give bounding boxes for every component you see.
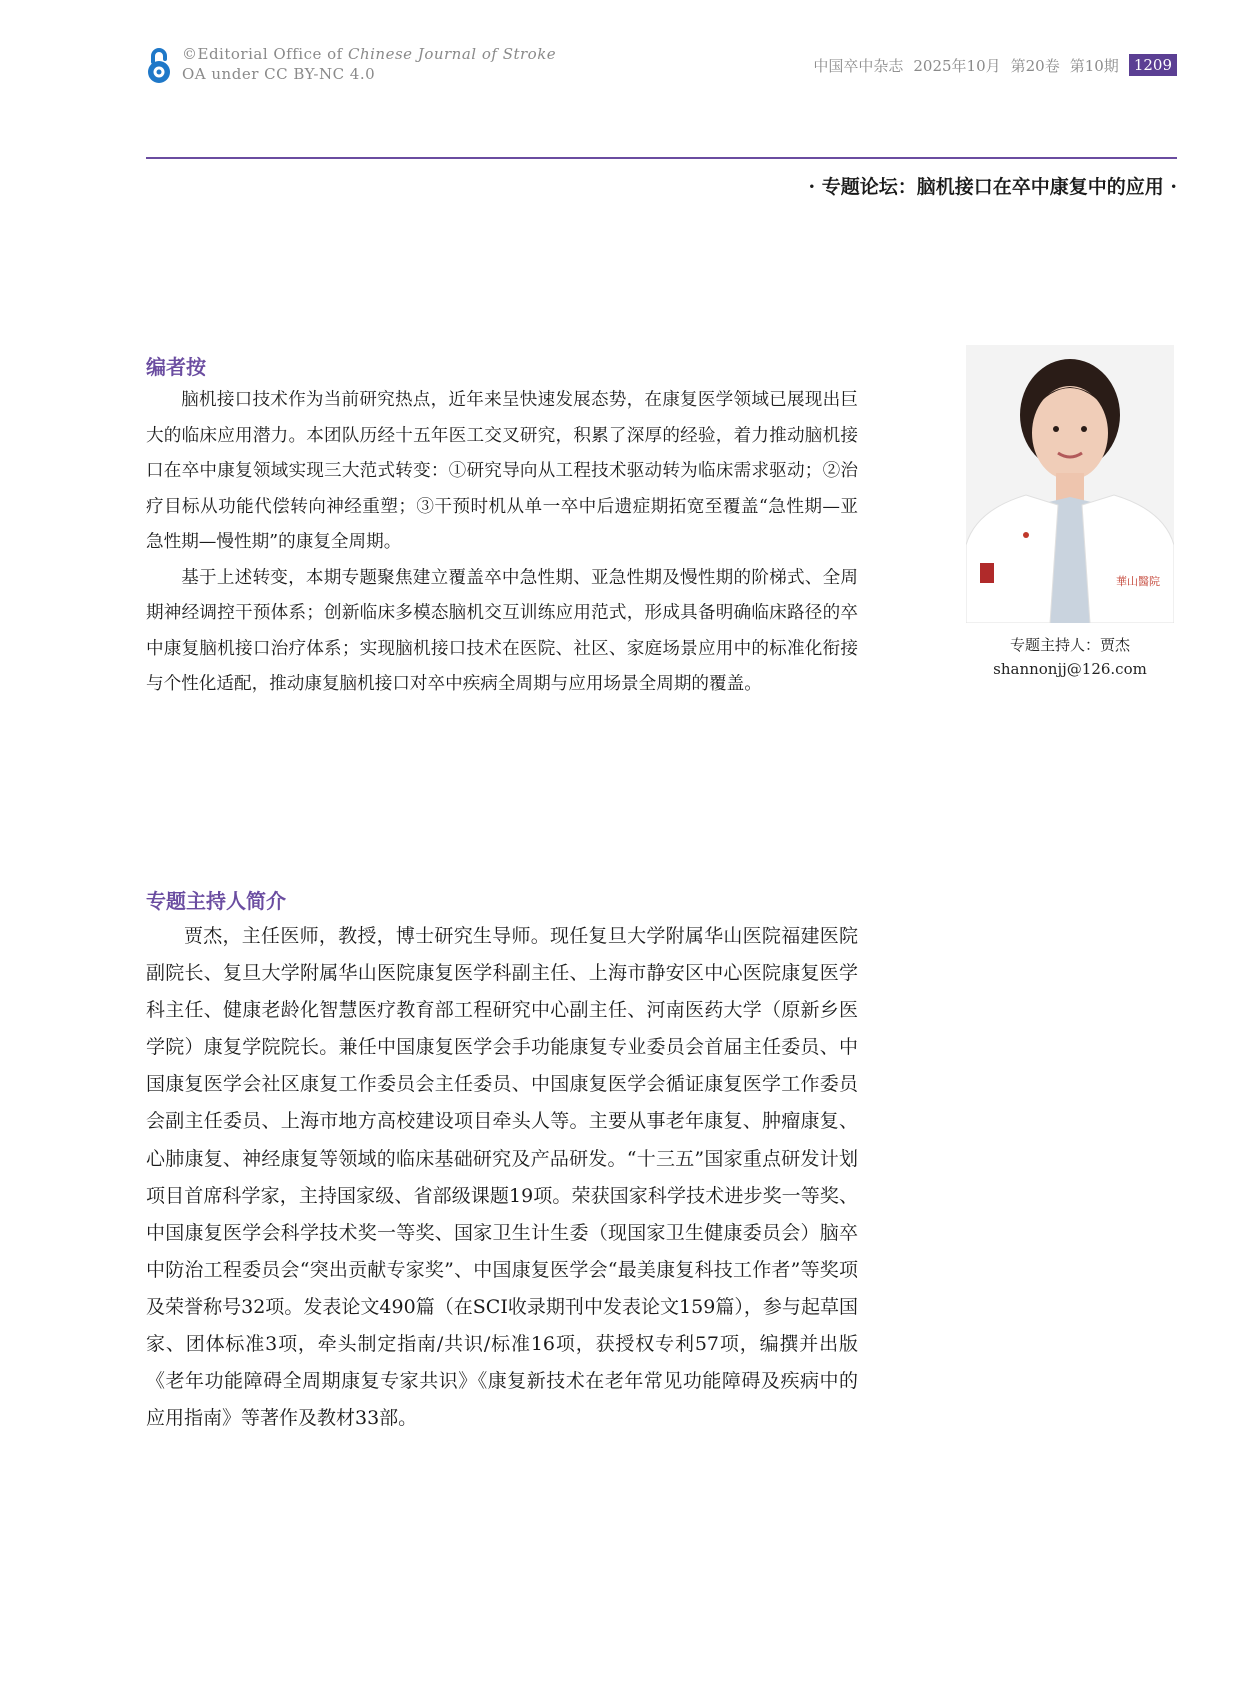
column-title: · 专题论坛：脑机接口在卒中康复中的应用 · xyxy=(808,176,1177,198)
editor-note-title: 编者按 xyxy=(146,355,206,379)
host-portrait-illustration xyxy=(966,345,1174,623)
header-right xyxy=(813,54,1177,76)
open-access-lock-icon xyxy=(146,46,172,84)
journal-name-en: Chinese Journal of Stroke xyxy=(347,45,557,63)
volume: 第20卷 xyxy=(1010,56,1060,75)
host-bio-title: 专题主持人简介 xyxy=(146,889,286,913)
license-text: OA under CC BY-NC 4.0 xyxy=(182,65,376,83)
coat-embroidery: 華山醫院 xyxy=(1116,575,1160,588)
header-left xyxy=(146,44,556,84)
host-caption: 专题主持人：贾杰 xyxy=(1009,636,1130,654)
editor-note-paragraph: 基于上述转变，本期专题聚焦建立覆盖卒中急性期、亚急性期及慢性期的阶梯式、全周期神经调控干预体系；创新临床多模态脑机交互训练应用范式，形成具备明确临床路径的卒中康复脑机接口治疗体系；实现脑机接口技术在医院、社区、家庭场景应用中的标准化衔接与个性化适配，推动康复脑机接口对卒中疾病全周期与应用场景全周期的覆盖。 xyxy=(146,567,858,694)
hospital-badge xyxy=(980,563,994,583)
copyright-block xyxy=(182,44,556,84)
editor-note-paragraph: 脑机接口技术作为当前研究热点，近年来呈快速发展态势，在康复医学领域已展现出巨大的临床应用潜力。本团队历经十五年医工交叉研究，积累了深厚的经验，着力推动脑机接口在卒中康复领域实现三大范式转变：①研究导向从工程技术驱动转为临床需求驱动；②治疗目标从功能代偿转向神经重塑；③干预时机从单一卒中后遗症期拓宽至覆盖“急性期—亚急性期—慢性期”的康复全周期。 xyxy=(146,390,858,552)
editor-note-body xyxy=(146,383,858,703)
host-bio-body xyxy=(146,918,858,1437)
host-photo xyxy=(966,345,1174,623)
page-number-badge: 1209 xyxy=(1129,54,1177,76)
issue-number: 第10期 xyxy=(1069,56,1119,75)
issue-date: 2025年10月 xyxy=(913,56,1001,75)
journal-name-cn: 中国卒中杂志 xyxy=(813,56,904,75)
host-email: shannonjj@126.com xyxy=(993,660,1147,678)
header-rule xyxy=(146,157,1177,159)
host-bio-paragraph: 贾杰，主任医师，教授，博士研究生导师。现任复旦大学附属华山医院福建医院副院长、复旦大学附属华山医院康复医学科副主任、上海市静安区中心医院康复医学科主任、健康老龄化智慧医疗教育部工程研究中心副主任、河南医药大学（原新乡医学院）康复学院院长。兼任中国康复医学会手功能康复专业委员会首届主任委员、中国康复医学会社区康复工作委员会主任委员、中国康复医学会循证康复医学工作委员会副主任委员、上海市地方高校建设项目牵头人等。主要从事老年康复、肿瘤康复、心肺康复、神经康复等领域的临床基础研究及产品研发。“十三五”国家重点研发计划项目首席科学家，主持国家级、省部级课题19项。荣获国家科学技术进步奖一等奖、中国康复医学会科学技术奖一等奖、国家卫生计生委（现国家卫生健康委员会）脑卒中防治工程委员会“突出贡献专家奖”、中国康复医学会“最美康复科技工作者”等奖项及荣誉称号32项。发表论文490篇（在SCI收录期刊中发表论文159篇），参与起草国家、团体标准3项，牵头制定指南/共识/标准16项，获授权专利57项，编撰并出版《老年功能障碍全周期康复专家共识》《康复新技术在老年常见功能障碍及疾病中的应用指南》等著作及教材33部。 xyxy=(146,925,858,1430)
copyright-prefix: ©Editorial Office of xyxy=(182,45,348,63)
